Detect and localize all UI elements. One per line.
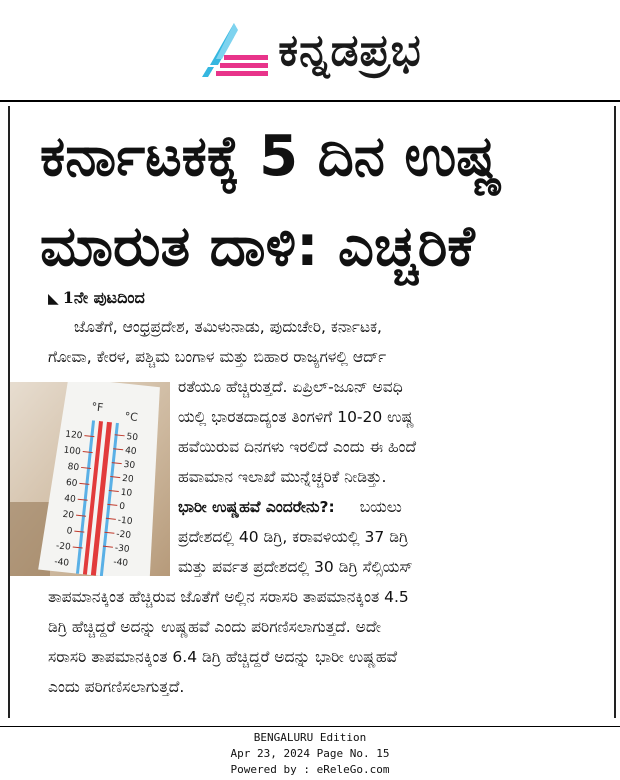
body-line: ಸರಾಸರಿ ತಾಪಮಾನಕ್ಕಿಂತ 6.4 ಡಿಗ್ರಿ ಹೆಚ್ಚಿದ್ದರೆ ಅದನ್ನು ಭಾರೀ ಉಷ್ಣಹವೆ (48, 648, 398, 666)
body-line: ಪ್ರದೇಶದಲ್ಲಿ 40 ಡಿಗ್ರಿ, ಕರಾವಳಿಯಲ್ಲಿ 37 ಡಿಗ್ರಿ (178, 528, 409, 546)
body-text: ಬಯಲು (359, 498, 402, 516)
thermometer-image (10, 382, 170, 576)
body-line: ರತೆಯೂ ಹೆಚ್ಚಿರುತ್ತದೆ. ಏಪ್ರಿಲ್-ಜೂನ್ ಅವಧಿ (178, 378, 403, 396)
c-tick: -10 (117, 515, 133, 528)
c-tick: 40 (124, 445, 137, 458)
fahrenheit-label: °F (90, 400, 104, 415)
footer-divider (0, 726, 620, 727)
c-tick: 0 (118, 501, 126, 513)
masthead (0, 0, 620, 100)
body-line: ಡಿಗ್ರಿ ಹೆಚ್ಚಿದ್ದರೆ ಅದನ್ನು ಉಷ್ಣಹವೆ ಎಂದು ಪರಿಗಣಿಸಲಾಗುತ್ತದೆ. ಅದೇ (48, 618, 381, 636)
f-tick: 20 (62, 509, 75, 521)
f-tick: 0 (66, 526, 73, 537)
c-tick: 20 (121, 473, 135, 485)
body-line: ಹವಾಮಾನ ಇಲಾಖೆ ಮುನ್ನೆಚ್ಚರಿಕೆ ನೀಡಿತ್ತು. (178, 468, 387, 486)
kannada-prabha-logo-icon (198, 19, 270, 81)
c-tick: 30 (123, 459, 136, 472)
c-tick: -40 (112, 557, 129, 569)
c-tick: -20 (115, 529, 132, 541)
body-line: ಹವೆಯಿರುವ ದಿನಗಳು ಇರಲಿದೆ ಎಂದು ಈ ಹಿಂದೆ (178, 438, 417, 456)
article-clipping (8, 106, 616, 718)
c-tick: 50 (125, 432, 139, 444)
thermometer-photo (10, 382, 170, 576)
subhead: ಭಾರೀ ಉಷ್ಣಹವೆ ಎಂದರೇನು?: (178, 498, 335, 516)
f-tick: 120 (64, 429, 83, 442)
headline-line-1: ಕರ್ನಾಟಕಕ್ಕೆ 5 ದಿನ ಉಷ್ಣ (40, 124, 503, 189)
f-tick: -20 (55, 541, 72, 553)
masthead-divider (0, 100, 620, 102)
body-line (178, 496, 402, 518)
brand-name: ಕನ್ನಡಪ್ರಭ (278, 24, 422, 76)
f-tick: -40 (53, 557, 70, 569)
arrow-icon: ◣ (48, 291, 59, 307)
body-line: ಮತ್ತು ಪರ್ವತ ಪ್ರದೇಶದಲ್ಲಿ 30 ಡಿಗ್ರಿ ಸೆಲ್ಸಿಯಸ್ (178, 558, 413, 576)
body-line: ಜೊತೆಗೆ, ಆಂಧ್ರಪ್ರದೇಶ, ತಮಿಳುನಾಡು, ಪುದುಚೇರಿ, ಕರ್ನಾಟಕ, (74, 318, 382, 336)
date-page-label: Apr 23, 2024 Page No. 15 (230, 747, 390, 760)
edition-label: BENGALURU Edition (253, 731, 367, 744)
c-tick: -30 (114, 543, 130, 555)
body-line: ಯಲ್ಲಿ ಭಾರತದಾದ್ಯಂತ ತಿಂಗಳಿಗೆ 10-20 ಉಷ್ಣ (178, 408, 415, 426)
f-tick: 100 (63, 445, 82, 458)
body-line: ಗೋವಾ, ಕೇರಳ, ಪಶ್ಚಿಮ ಬಂಗಾಳ ಮತ್ತು ಬಿಹಾರ ರಾಜ್ಯಗಳಲ್ಲಿ ಆರ್ದ್ (48, 348, 387, 366)
body-line: ಎಂದು ಪರಿಗಣಿಸಲಾಗುತ್ತದೆ. (48, 678, 185, 696)
headline (40, 112, 610, 292)
celsius-label: °C (123, 409, 139, 425)
continued-from (48, 288, 145, 308)
f-tick: 40 (63, 493, 77, 506)
f-tick: 80 (67, 462, 80, 474)
powered-by-label: Powered by : eReleGo.com (230, 763, 390, 776)
footer (0, 730, 620, 778)
f-tick: 60 (65, 477, 78, 490)
body-line: ತಾಪಮಾನಕ್ಕಿಂತ ಹೆಚ್ಚಿರುವ ಜೊತೆಗೆ ಅಲ್ಲಿನ ಸರಾಸರಿ ತಾಪಮಾನಕ್ಕಿಂತ 4.5 (48, 588, 409, 606)
c-tick: 10 (120, 487, 133, 499)
continued-from-label: 1ನೇ ಪುಟದಿಂದ (62, 288, 145, 307)
headline-line-2: ಮಾರುತ ದಾಳಿ: ಎಚ್ಚರಿಕೆ (40, 214, 475, 279)
